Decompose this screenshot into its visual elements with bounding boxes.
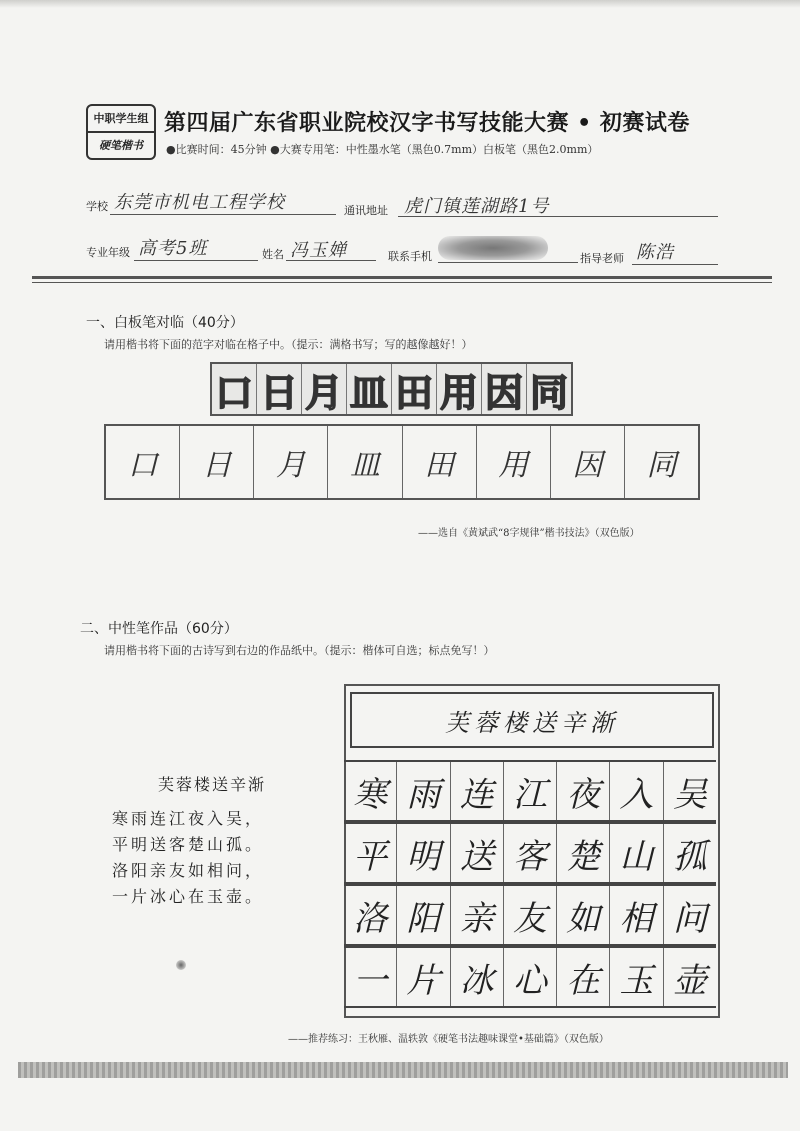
- practice-char: 月: [254, 426, 328, 498]
- teacher-underline: [632, 264, 718, 265]
- address-value: 虎门镇莲湖路1号: [404, 196, 550, 217]
- work-char: 连: [451, 762, 504, 820]
- practice-char: 用: [477, 426, 551, 498]
- scan-bottom-band: [18, 1062, 788, 1078]
- name-label: 姓名: [262, 248, 284, 261]
- work-char: 明: [397, 824, 450, 882]
- work-char: 如: [557, 886, 610, 944]
- name-underline: [286, 260, 376, 261]
- category-badge: [86, 104, 156, 160]
- work-grid-row: [344, 884, 716, 946]
- work-char: 送: [451, 824, 504, 882]
- scan-edge: [0, 0, 800, 8]
- work-char: 入: [610, 762, 663, 820]
- teacher-value: 陈浩: [636, 242, 674, 263]
- school-underline: [110, 214, 336, 215]
- work-char: 问: [672, 898, 707, 939]
- work-char: 在: [557, 948, 610, 1006]
- section2-source: ——推荐练习：王秋雁、温轶敦《硬笔书法趣味课堂•基础篇》（双色版）: [288, 1034, 609, 1045]
- work-char: 心: [504, 948, 557, 1006]
- work-char: 洛: [344, 886, 397, 944]
- badge-style-label: 硬笔楷书: [99, 139, 143, 152]
- work-char: 吴: [672, 774, 707, 815]
- exam-subtitle: ●比赛时间：45分钟 ●大赛专用笔：中性墨水笔（黑色0.7mm）白板笔（黑色2.0mm）: [166, 143, 599, 156]
- practice-char: 皿: [328, 426, 402, 498]
- work-char: 客: [504, 824, 557, 882]
- poem-line: 一片冰心在玉壶。: [112, 887, 265, 906]
- work-grid-row: [344, 946, 716, 1008]
- model-char: 口: [212, 364, 257, 414]
- practice-char: 田: [403, 426, 477, 498]
- major-underline: [134, 260, 258, 261]
- work-char: 友: [504, 886, 557, 944]
- work-grid-row: [344, 822, 716, 884]
- model-char: 皿: [347, 364, 392, 414]
- work-char: 夜: [557, 762, 610, 820]
- model-char: 同: [527, 364, 571, 414]
- model-char: 因: [482, 364, 527, 414]
- model-char: 日: [257, 364, 302, 414]
- poem-line: 洛阳亲友如相问，: [112, 861, 265, 880]
- section1-source: ——选自《黄斌武“8字规律”楷书技法》（双色版）: [418, 528, 640, 539]
- major-label: 专业年级: [86, 246, 130, 259]
- address-underline: [398, 216, 718, 217]
- poem-line: 平明送客楚山孤。: [112, 835, 265, 854]
- major-value: 高考5班: [138, 238, 208, 259]
- work-char: 一: [344, 948, 397, 1006]
- section1-title: 一、白板笔对临（40分）: [86, 315, 244, 331]
- work-char: 平: [344, 824, 397, 882]
- work-char: 壶: [672, 960, 707, 1001]
- work-title: 芙蓉楼送辛渐: [350, 692, 714, 748]
- name-value: 冯玉婵: [290, 240, 347, 261]
- work-char: 山: [610, 824, 663, 882]
- practice-grid-row: [104, 424, 700, 500]
- practice-char: 同: [646, 448, 677, 483]
- practice-char: 口: [106, 426, 180, 498]
- work-char: 雨: [397, 762, 450, 820]
- address-label: 通讯地址: [344, 204, 388, 217]
- work-char: 冰: [451, 948, 504, 1006]
- school-label: 学校: [86, 200, 108, 213]
- ink-smudge: [176, 960, 186, 970]
- work-char: 江: [504, 762, 557, 820]
- teacher-label: 指导老师: [580, 252, 624, 265]
- model-character-row: [210, 362, 573, 416]
- work-char: 片: [397, 948, 450, 1006]
- header-divider: [32, 276, 772, 279]
- work-char: 寒: [344, 762, 397, 820]
- work-char: 玉: [610, 948, 663, 1006]
- phone-underline: [438, 262, 578, 263]
- school-value: 东莞市机电工程学校: [114, 192, 285, 213]
- practice-char: 日: [180, 426, 254, 498]
- work-char: 阳: [397, 886, 450, 944]
- model-char: 田: [392, 364, 437, 414]
- section2-instruction: 请用楷书将下面的古诗写到右边的作品纸中。（提示：楷体可自选；标点免写！）: [104, 644, 495, 657]
- phone-redacted: [438, 236, 548, 260]
- work-char: 相: [610, 886, 663, 944]
- section2-title: 二、中性笔作品（60分）: [80, 621, 238, 637]
- practice-char: 因: [551, 426, 625, 498]
- model-char: 用: [437, 364, 482, 414]
- printed-poem: [112, 772, 312, 910]
- phone-label: 联系手机: [388, 250, 432, 263]
- exam-title: 第四届广东省职业院校汉字书写技能大赛 • 初赛试卷: [164, 111, 690, 136]
- work-grid-row: [344, 760, 716, 822]
- poem-line: 寒雨连江夜入吴，: [112, 809, 265, 828]
- header-divider-thin: [32, 282, 772, 283]
- work-char: 楚: [557, 824, 610, 882]
- work-char: 孤: [672, 836, 707, 877]
- badge-group-label: 中职学生组: [88, 106, 154, 133]
- section1-instruction: 请用楷书将下面的范字对临在格子中。（提示：满格书写；写的越像越好！）: [104, 338, 473, 351]
- work-char: 亲: [451, 886, 504, 944]
- model-char: 月: [302, 364, 347, 414]
- poem-title: 芙蓉楼送辛渐: [157, 775, 266, 794]
